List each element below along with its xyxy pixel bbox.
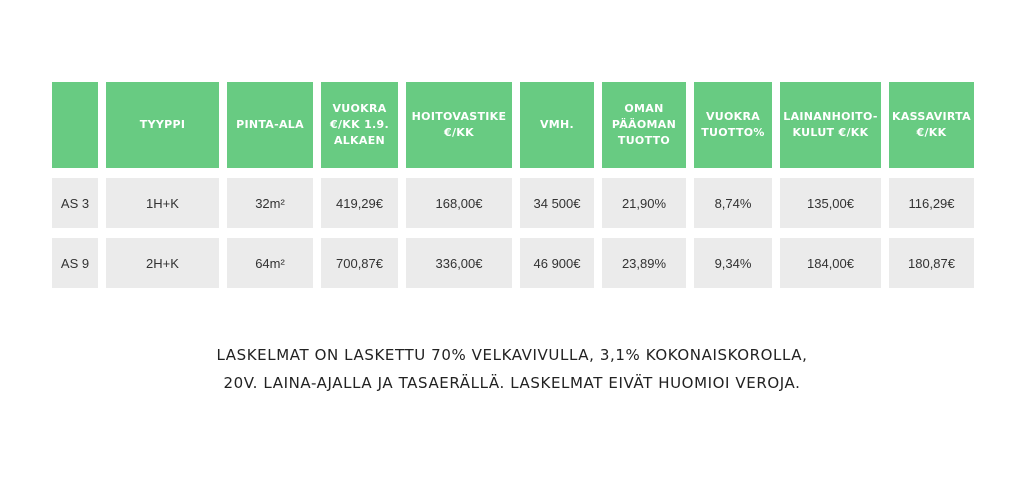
- cell-area: 64m²: [227, 238, 313, 288]
- header-cell-cash-flow: KASSAVIRTA €/KK: [889, 82, 974, 168]
- cell-loan-costs: 135,00€: [780, 178, 881, 228]
- cell-rent: 700,87€: [321, 238, 398, 288]
- cell-rental-yield: 8,74%: [694, 178, 772, 228]
- cell-rent: 419,29€: [321, 178, 398, 228]
- cell-apartment: AS 9: [52, 238, 98, 288]
- cell-area: 32m²: [227, 178, 313, 228]
- header-cell-maintenance-fee: HOITOVASTIKE €/KK: [406, 82, 512, 168]
- cell-maintenance-fee: 336,00€: [406, 238, 512, 288]
- header-cell-rental-yield: VUOKRA TUOTTO%: [694, 82, 772, 168]
- cell-debt-free-price: 34 500€: [520, 178, 594, 228]
- header-cell-area: PINTA-ALA: [227, 82, 313, 168]
- cell-maintenance-fee: 168,00€: [406, 178, 512, 228]
- cell-apartment: AS 3: [52, 178, 98, 228]
- note-line-2: 20V. LAINA-AJALLA JA TASAERÄLLÄ. LASKELMAT EIVÄT HUOMIOI VEROJA.: [223, 374, 801, 392]
- cell-cash-flow: 180,87€: [889, 238, 974, 288]
- cell-cash-flow: 116,29€: [889, 178, 974, 228]
- header-cell-empty: [52, 82, 98, 168]
- header-cell-rent: VUOKRA €/KK 1.9. ALKAEN: [321, 82, 398, 168]
- note-line-1: LASKELMAT ON LASKETTU 70% VELKAVIVULLA, 3,1% KOKONAISKOROLLA,: [216, 346, 808, 364]
- apartment-table: [52, 82, 974, 288]
- cell-type: 2H+K: [106, 238, 219, 288]
- header-cell-loan-costs: LAINANHOITO- KULUT €/KK: [780, 82, 881, 168]
- table-header-row: [52, 82, 974, 168]
- cell-equity-return: 23,89%: [602, 238, 686, 288]
- calculation-note: [0, 341, 1024, 397]
- cell-debt-free-price: 46 900€: [520, 238, 594, 288]
- header-cell-debt-free-price: VMH.: [520, 82, 594, 168]
- cell-rental-yield: 9,34%: [694, 238, 772, 288]
- cell-equity-return: 21,90%: [602, 178, 686, 228]
- cell-loan-costs: 184,00€: [780, 238, 881, 288]
- table-row: [52, 178, 974, 228]
- header-cell-type: TYYPPI: [106, 82, 219, 168]
- header-cell-equity-return: OMAN PÄÄOMAN TUOTTO: [602, 82, 686, 168]
- table-row: [52, 238, 974, 288]
- cell-type: 1H+K: [106, 178, 219, 228]
